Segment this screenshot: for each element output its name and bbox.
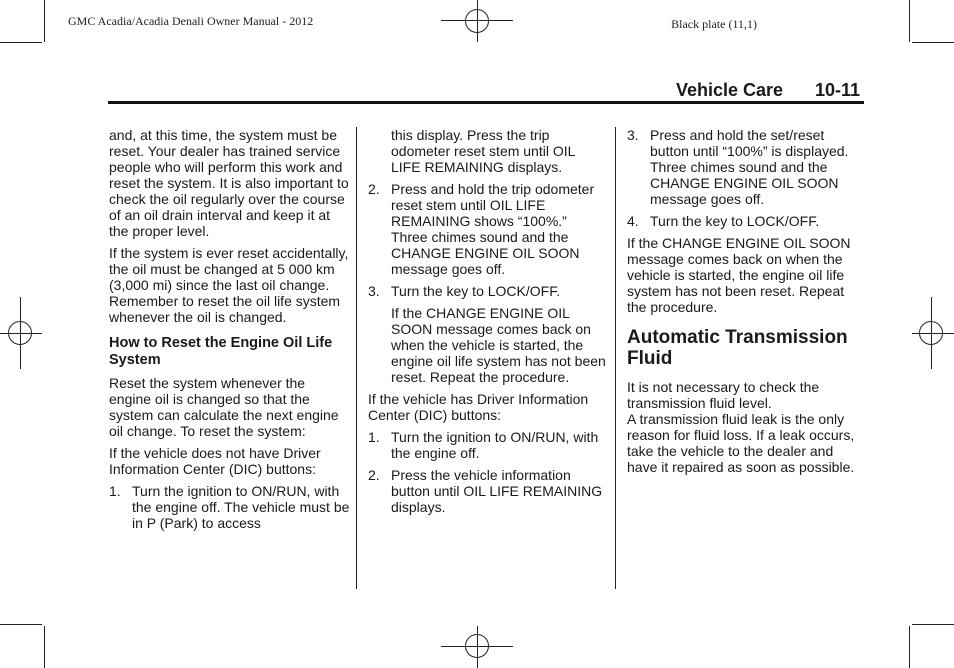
- list-text: Press the vehicle information button until OIL LIFE REMAINING displays.: [391, 467, 603, 515]
- page-number: 10-11: [815, 80, 861, 100]
- list-item: [627, 127, 864, 207]
- header-rule: [108, 101, 864, 104]
- paragraph: If the system is ever reset accidentally, the oil must be changed at 5 000 km (3,000 mi) since the last oil change. Remember to reset the oil life system whenever the oil is changed.: [109, 245, 349, 325]
- list-number: 1.: [368, 429, 380, 445]
- column-divider: [356, 127, 357, 589]
- manual-title: GMC Acadia/Acadia Denali Owner Manual - 2012: [68, 14, 314, 28]
- list-item: [368, 181, 606, 277]
- paragraph: If the vehicle does not have Driver Information Center (DIC) buttons:: [109, 445, 321, 477]
- column-1: [109, 127, 351, 537]
- crop-mark-bottom-right-v: [909, 626, 910, 668]
- paragraph: If the CHANGE ENGINE OIL SOON message comes back on when the vehicle is started, the engine oil life system has not been reset. Repeat the procedure.: [627, 235, 851, 315]
- crop-mark-bottom-left-v: [44, 626, 45, 668]
- list-text: Press and hold the trip odometer reset stem until OIL LIFE REMAINING shows “100%.” Three chimes sound and the CHANGE ENGINE OIL SOON message goes off.: [391, 181, 595, 277]
- list-text: Turn the key to LOCK/OFF.: [391, 283, 561, 299]
- list-item: [627, 213, 864, 229]
- paragraph: If the CHANGE ENGINE OIL SOON message comes back on when the vehicle is started, the engine oil life system has not been reset. Repeat the procedure.: [391, 305, 606, 385]
- list-number: 2.: [368, 467, 380, 483]
- paragraph: It is not necessary to check the transmission fluid level.: [627, 379, 820, 411]
- list-number: 4.: [627, 213, 639, 229]
- crop-mark-top-left-h: [0, 42, 42, 43]
- plate-label: Black plate (11,1): [671, 17, 757, 31]
- crop-mark-top-right-v: [909, 0, 910, 42]
- list-text: Press and hold the set/reset button until “100%” is displayed. Three chimes sound and the CHANGE ENGINE OIL SOON message goes off.: [650, 127, 849, 207]
- section-heading: Automatic Transmission Fluid: [627, 327, 848, 369]
- subheading: How to Reset the Engine Oil Life System: [109, 335, 333, 368]
- list-number: 3.: [368, 283, 380, 299]
- list-number: 3.: [627, 127, 639, 143]
- paragraph: If the vehicle has Driver Information Center (DIC) buttons:: [368, 391, 589, 423]
- paragraph: this display. Press the trip odometer reset stem until OIL LIFE REMAINING displays.: [391, 127, 575, 175]
- list-item: [109, 483, 351, 531]
- crop-mark-bottom-left-h: [0, 624, 42, 625]
- paragraph: Reset the system whenever the engine oil is changed so that the system can calculate the next engine oil change. To reset the system:: [109, 375, 339, 439]
- list-text: Turn the key to LOCK/OFF.: [650, 213, 820, 229]
- paragraph: and, at this time, the system must be reset. Your dealer has trained service people who will perform this work and reset the system. It is also important to check the oil regularly over the course of an oil drain interval and keep it at the proper level.: [109, 127, 349, 239]
- list-number: 1.: [109, 483, 121, 499]
- list-item: [368, 283, 606, 299]
- list-item: [368, 429, 606, 461]
- crop-mark-top-left-v: [44, 0, 45, 42]
- list-number: 2.: [368, 181, 380, 197]
- column-divider: [615, 127, 616, 589]
- list-text: Turn the ignition to ON/RUN, with the engine off. The vehicle must be in P (Park) to access: [132, 483, 350, 531]
- list-item: [368, 467, 606, 515]
- column-2: [368, 127, 606, 521]
- crop-mark-top-right-h: [912, 42, 954, 43]
- column-3: [627, 127, 864, 481]
- section-title: Vehicle Care: [676, 80, 784, 100]
- list-text: Turn the ignition to ON/RUN, with the engine off.: [391, 429, 599, 461]
- paragraph: A transmission fluid leak is the only reason for fluid loss. If a leak occurs, take the vehicle to the dealer and have it repaired as soon as possible.: [627, 411, 855, 475]
- crop-mark-bottom-right-h: [912, 624, 954, 625]
